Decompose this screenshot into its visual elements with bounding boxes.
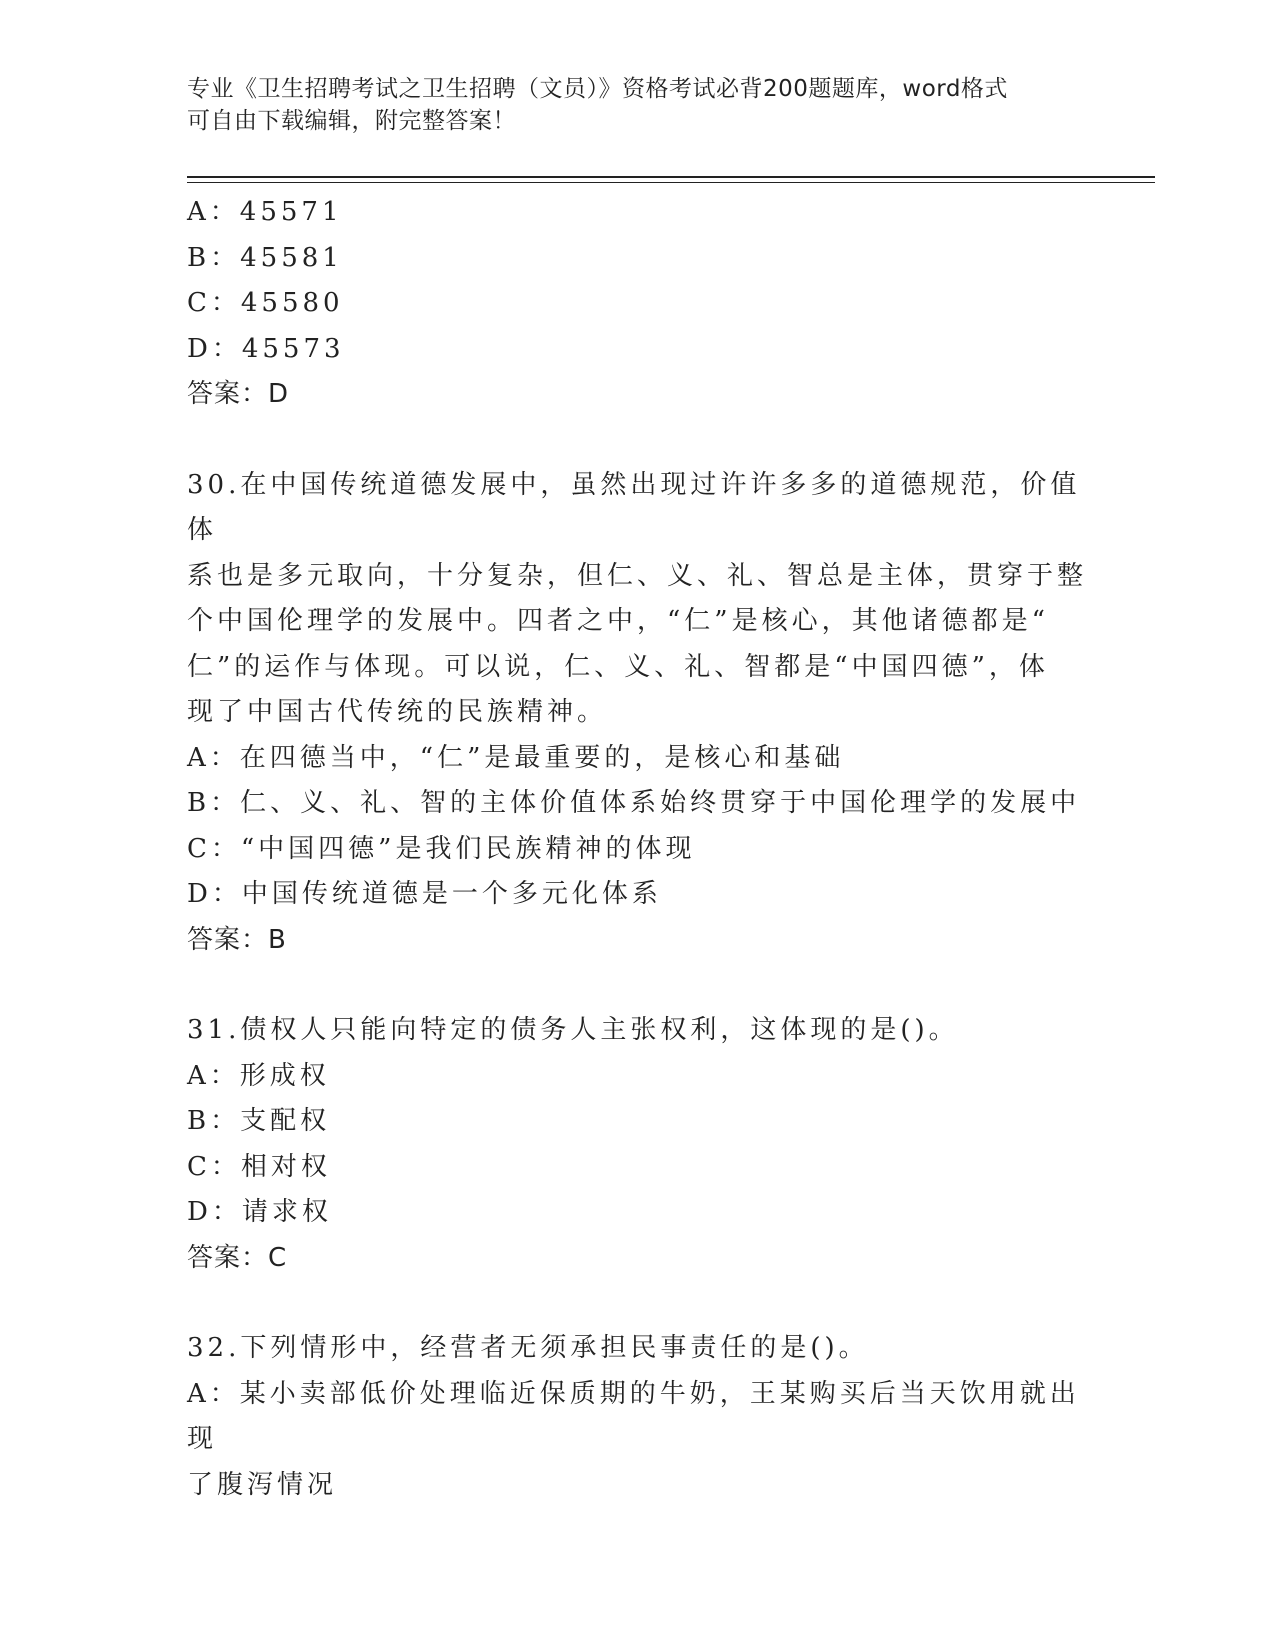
option-d: D：请求权	[187, 1197, 332, 1227]
header-title-line-2: 可自由下载编辑，附完整答案！	[187, 108, 516, 134]
question-stem-line: 31.债权人只能向特定的债务人主张权利，这体现的是()。	[187, 1015, 959, 1045]
question-stem-line: 30.在中国传统道德发展中，虽然出现过许许多多的道德规范，价值体	[187, 469, 1081, 545]
option-c: C：45580	[187, 288, 344, 318]
question-stem-line: 系也是多元取向，十分复杂，但仁、义、礼、智总是主体，贯穿于整	[187, 560, 1088, 591]
option-d: D：中国传统道德是一个多元化体系	[187, 879, 662, 909]
spacer	[187, 1281, 1087, 1326]
spacer	[187, 418, 1087, 463]
option-a: A：在四德当中，“仁”是最重要的，是核心和基础	[187, 742, 845, 773]
question-block-prev	[187, 190, 1087, 418]
option-a: A：某小卖部低价处理临近保质期的牛奶，王某购买后当天饮用就出现	[187, 1378, 1080, 1454]
option-a: A：45571	[187, 197, 343, 227]
option-b: B：仁、义、礼、智的主体价值体系始终贯穿于中国伦理学的发展中	[187, 788, 1081, 818]
question-block-32	[187, 1326, 1087, 1508]
option-a-continued: 了腹泻情况	[187, 1469, 338, 1500]
answer-line: 答案：C	[187, 1242, 288, 1273]
question-stem-line: 32.下列情形中，经营者无须承担民事责任的是()。	[187, 1333, 869, 1363]
option-b: B：45581	[187, 242, 343, 273]
option-c: C：相对权	[187, 1151, 331, 1182]
question-stem-line: 个中国伦理学的发展中。四者之中，“仁”是核心，其他诸德都是“	[187, 606, 1049, 636]
answer-line: 答案：B	[187, 924, 287, 955]
question-block-30	[187, 463, 1087, 964]
question-list	[187, 190, 1087, 1508]
header-divider-thick	[187, 176, 1155, 178]
option-b: B：支配权	[187, 1106, 331, 1136]
question-stem-line: 现了中国古代传统的民族精神。	[187, 697, 608, 727]
spacer	[187, 963, 1087, 1008]
option-a: A：形成权	[187, 1060, 330, 1091]
header-divider-thin	[187, 182, 1155, 183]
document-header	[187, 73, 1087, 137]
question-block-31	[187, 1008, 1087, 1281]
answer-line: 答案：D	[187, 379, 290, 409]
option-c: C：“中国四德”是我们民族精神的体现	[187, 833, 696, 864]
option-d: D：45573	[187, 333, 345, 364]
question-stem-line: 仁”的运作与体现。可以说，仁、义、礼、智都是“中国四德”，体	[187, 651, 1049, 682]
header-title-line-1: 专业《卫生招聘考试之卫生招聘（文员）》资格考试必背200题题库，word格式	[187, 76, 1008, 102]
